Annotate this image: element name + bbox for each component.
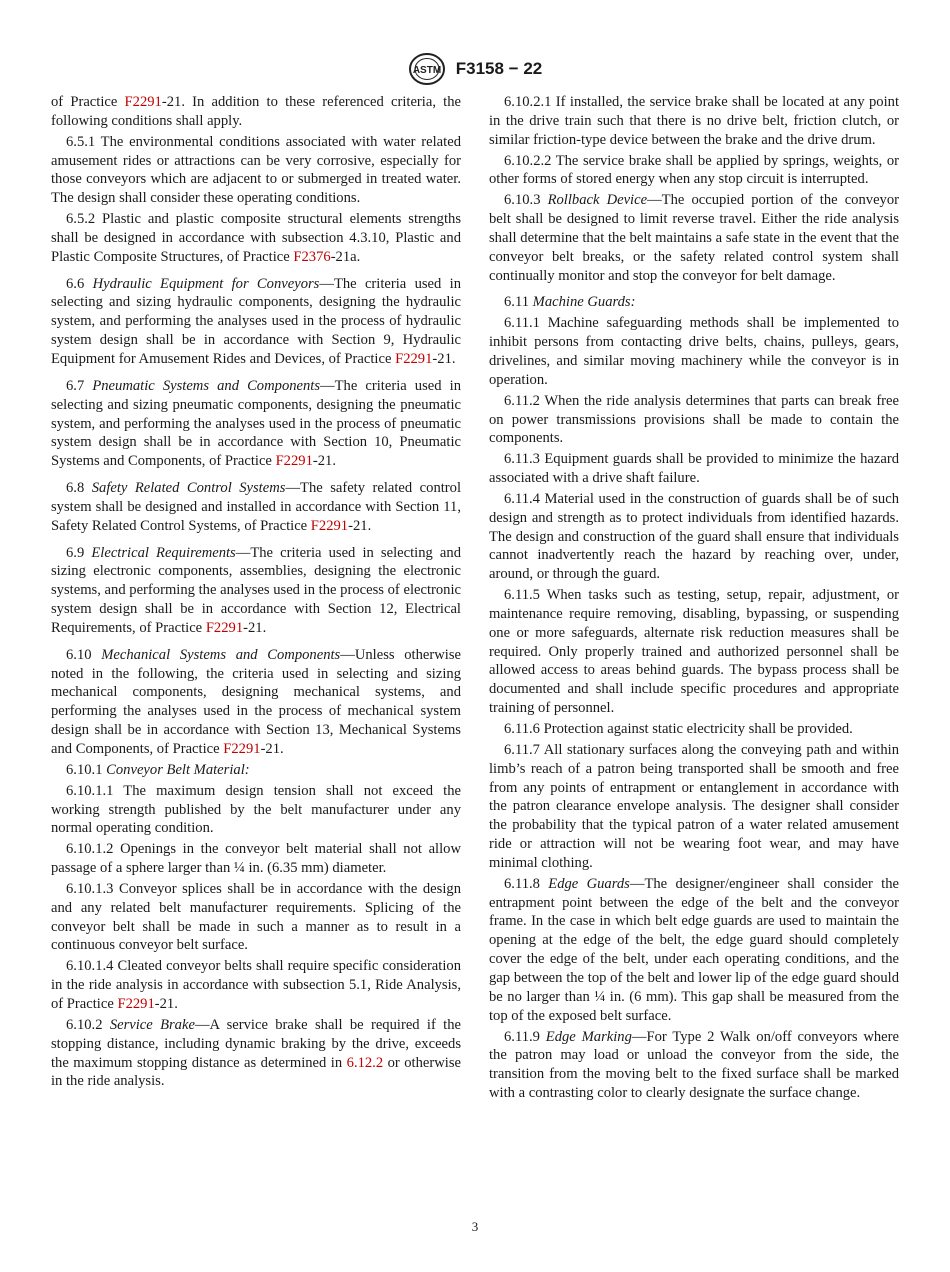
left-column xyxy=(51,93,461,1093)
paragraph xyxy=(489,392,899,449)
paragraph xyxy=(51,761,461,780)
paragraph xyxy=(489,741,899,873)
text-run: -21. In addition to these referenced criteria, the following conditions shall apply. xyxy=(51,94,461,129)
paragraph xyxy=(51,782,461,839)
paragraph xyxy=(51,880,461,955)
document-id: F3158 − 22 xyxy=(455,59,543,78)
paragraph xyxy=(489,490,899,584)
reference-link[interactable]: F2291 xyxy=(395,350,433,367)
text-run: 6.10.1.4 Cleated conveyor belts shall require specific consideration in the ride analysis in accordance with subsection 5.1, Ride Analysis, of Practice xyxy=(51,958,461,1012)
text-run: -21. xyxy=(432,350,456,367)
paragraph xyxy=(51,957,461,1014)
paragraph xyxy=(489,720,899,739)
italic-heading: Edge Guards xyxy=(548,875,630,892)
reference-link[interactable]: F2291 xyxy=(223,741,261,757)
text-run: 6.10.3 xyxy=(504,192,548,209)
paragraph xyxy=(51,93,461,131)
italic-heading: Machine Guards: xyxy=(532,294,636,311)
text-run: 6.10.2.1 If installed, the service brake shall be located at any point in the drive train such that there is no drive belt, friction clutch, or similar friction-type device between the brake and the drive drum. xyxy=(489,94,899,148)
italic-heading: Service Brake xyxy=(109,1016,195,1033)
text-run: 6.9 xyxy=(66,544,92,561)
astm-logo-icon xyxy=(408,52,446,86)
text-run: 6.10.1.3 Conveyor splices shall be in accordance with the design and any related belt manufacturer requirements. Splicing of the conveyor belt shall be made in such a manner as to result in a continuous conveyor belt surface. xyxy=(51,880,461,954)
text-run: -21. xyxy=(348,517,372,534)
text-run: —The criteria used in selecting and sizing hydraulic components, designing the hydraulic system, and performing the analyses used in the process of hydraulic system design shall be in accordance with Section 9, Hydraulic Equipment for Amusement Rides and Devices, of Practice xyxy=(51,275,462,367)
text-run: 6.11.8 xyxy=(504,875,549,892)
text-run: —A service brake shall be required if the stopping distance, including dynamic braking by the drive, exceeds the maximum stopping distance as determined in xyxy=(51,1016,461,1071)
italic-heading: Rollback Device xyxy=(547,192,648,209)
paragraph xyxy=(51,1016,461,1091)
text-run: 6.11.3 Equipment guards shall be provided to minimize the hazard associated with a drive shaft failure. xyxy=(489,451,899,487)
text-run: -21. xyxy=(260,741,284,757)
paragraph xyxy=(489,450,899,488)
text-run: or otherwise in the ride analysis. xyxy=(51,1054,461,1090)
reference-link[interactable]: F2291 xyxy=(205,619,244,636)
text-run: 6.11.9 xyxy=(504,1028,546,1045)
paragraph xyxy=(489,314,899,389)
text-run: 6.11.6 Protection against static electricity shall be provided. xyxy=(504,721,853,737)
italic-heading: Pneumatic Systems and Components xyxy=(92,377,321,394)
text-run: 6.11 xyxy=(504,294,533,311)
page-number: 3 xyxy=(471,1219,479,1234)
reference-link[interactable]: 6.12.2 xyxy=(346,1054,384,1071)
reference-link[interactable]: F2376 xyxy=(293,248,331,265)
text-run: 6.10.1.2 Openings in the conveyor belt material shall not allow passage of a sphere larger than ¼ in. (6.35 mm) diameter. xyxy=(51,841,461,877)
paragraph xyxy=(489,875,899,1026)
text-run: 6.5.2 Plastic and plastic composite structural elements strengths shall be designed in accordance with subsection 4.3.10, Plastic and Plastic Composite Structures, of Practice xyxy=(51,211,461,265)
text-run: —The occupied portion of the conveyor belt shall be designed to limit reverse travel. Either the ride analysis shall determine that the belt maintains a safe state in the event that the conveyor belt breaks, or the safety related control system shall continually monitor and stop the conveyor for belt damage. xyxy=(489,192,899,284)
text-run: 6.10 xyxy=(66,646,102,663)
italic-heading: Safety Related Control Systems xyxy=(91,480,286,497)
text-run: 6.5.1 The environmental conditions associated with water related amusement rides or attractions can be very corrosive, especially for those conveyors which are adjacent to or submerged in treated water. The design shall consider these operating conditions. xyxy=(51,133,461,207)
text-run: 6.11.2 When the ride analysis determines that parts can break free on power transmissions provisions shall be made to contain the components. xyxy=(489,392,899,447)
paragraph xyxy=(51,210,461,267)
italic-heading: Mechanical Systems and Components xyxy=(101,646,341,663)
paragraph xyxy=(489,93,899,150)
italic-heading: Conveyor Belt Material: xyxy=(106,761,250,778)
paragraph xyxy=(489,152,899,190)
reference-link[interactable]: F2291 xyxy=(117,995,155,1012)
text-run: —The criteria used in selecting and sizing electronic components, assemblies, designing the electronic systems, and performing the analyses used in the process of electronic system design shall be in accordance with Section 12, Electrical Requirements, of Practice xyxy=(51,544,461,636)
text-run: —The safety related control system shall be designed and installed in accordance with Section 11, Safety Related Control Systems, of Practice xyxy=(51,480,462,534)
svg-text:ASTM: ASTM xyxy=(412,65,441,76)
italic-heading: Edge Marking xyxy=(545,1028,632,1045)
paragraph xyxy=(51,133,461,208)
text-run: 6.11.4 Material used in the construction of guards shall be of such design and strength as to protect individuals from identified hazards. The design and construction of the guard shall ensure that individuals cannot inadvertently reach the hazard by reaching over, under, around, or through the guard. xyxy=(489,490,899,583)
reference-link[interactable]: F2291 xyxy=(310,517,349,534)
text-run: 6.10.2 xyxy=(66,1016,110,1033)
text-run: 6.8 xyxy=(66,480,92,497)
text-run: 6.11.7 All stationary surfaces along the conveying path and within limb’s reach of a patron being transported shall be smooth and free from any points of entrapment or entanglement in accordance with the patron clearance envelope analysis. The designer shall consider the probability that the typical patron of a water related amusement ride or attraction will not be wearing foot wear, and may have minimal clothing. xyxy=(489,741,899,871)
paragraph xyxy=(51,479,461,536)
paragraph xyxy=(489,191,899,285)
reference-link[interactable]: F2291 xyxy=(124,94,162,110)
paragraph xyxy=(51,275,461,369)
paragraph xyxy=(489,293,899,312)
paragraph xyxy=(51,840,461,878)
text-run: of Practice xyxy=(51,94,125,110)
paragraph xyxy=(489,1028,899,1103)
paragraph xyxy=(51,646,461,759)
text-run: -21. xyxy=(154,995,178,1012)
paragraph xyxy=(51,377,461,471)
italic-heading: Hydraulic Equipment for Conveyors xyxy=(92,275,320,292)
text-run: -21. xyxy=(243,619,267,636)
text-run: -21a. xyxy=(330,248,361,265)
right-column xyxy=(489,93,899,1105)
text-run: 6.7 xyxy=(66,377,93,394)
text-run: 6.10.1.1 The maximum design tension shall not exceed the working strength published by the belt manufacturer under any normal operating condition. xyxy=(51,782,461,837)
text-run: —The criteria used in selecting and sizing pneumatic components, designing the pneumatic system, and performing the analyses used in the process of pneumatic system design shall be in accordance with Section 10, Pneumatic Systems and Components, of Practice xyxy=(51,377,461,470)
reference-link[interactable]: F2291 xyxy=(275,453,313,470)
text-run: 6.11.1 Machine safeguarding methods shall be implemented to inhibit persons from contacting drive belts, chains, pulleys, gears, drivelines, and similar moving machinery while the conveyor is in operation. xyxy=(489,315,899,388)
text-run: —The designer/engineer shall consider the entrapment point between the edge of the belt and the conveyor frame. In the case in which belt edge guards are used to maintain the opening at the edge of the belt, the edge guard should completely cover the edge of the belt, under each operating conditions, and the gap between the top of the belt and lower lip of the edge guard should be no larger than ¼ in. (6 mm). This gap shall be measured from the top of the exposed belt surface. xyxy=(489,875,899,1024)
text-run: —For Type 2 Walk on/off conveyors where the patron may load or unload the conveyor from the side, the transition from the moving belt to the fixed surface shall be marked with a contrasting color to clearly designate the surface change. xyxy=(489,1028,899,1102)
text-run: -21. xyxy=(312,453,336,470)
text-run: 6.10.2.2 The service brake shall be applied by springs, weights, or other forms of stored energy when any stop circuit is interrupted. xyxy=(489,152,899,188)
text-run: 6.6 xyxy=(66,275,93,292)
text-run: 6.10.1 xyxy=(66,761,107,778)
page-header xyxy=(0,52,950,86)
text-run: 6.11.5 When tasks such as testing, setup, repair, adjustment, or maintenance require removing, disabling, bypassing, or suspending one or more safeguards, alternate risk reduction measures shall be required. Only properly trained and authorized personnel shall be allowed access to areas behind guards. The bypass process shall be documented and shall include specific procedures and appropriate training of personnel. xyxy=(489,587,899,717)
text-run: —Unless otherwise noted in the following, the criteria used in selecting and sizing mechanical components, designing mechanical systems, and performing the analyses used in the process of mechanical system design shall be in accordance with Section 13, Mechanical Systems and Components, of Practice xyxy=(51,646,461,757)
paragraph xyxy=(489,586,899,718)
italic-heading: Electrical Requirements xyxy=(91,544,236,561)
paragraph xyxy=(51,544,461,638)
